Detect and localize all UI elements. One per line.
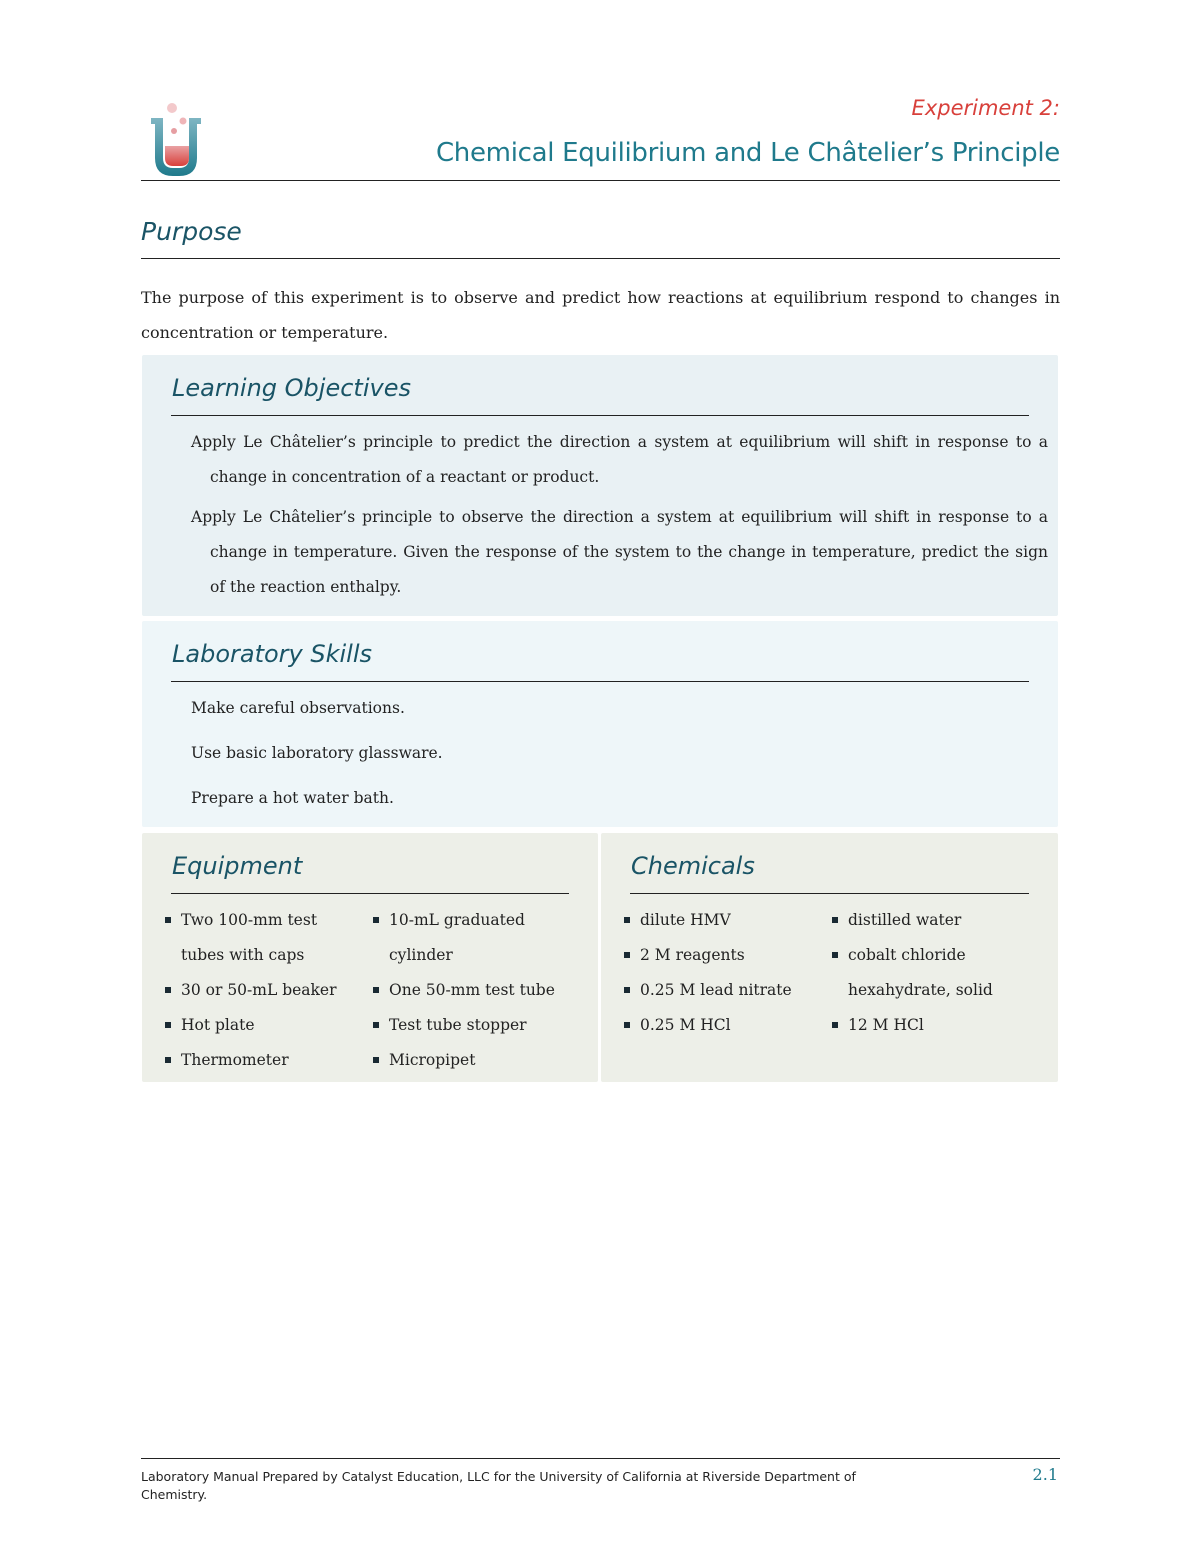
- skill-item: Make careful observations.: [191, 699, 405, 717]
- equipment-list-column-1: [165, 903, 345, 1078]
- equipment-item: 10-mL graduated cylinder: [373, 903, 549, 973]
- chemical-item: 0.25 M lead nitrate: [624, 973, 819, 1008]
- chemical-item: 12 M HCl: [832, 1008, 1017, 1043]
- equipment-item: One 50-mm test tube: [373, 973, 573, 1008]
- equipment-item: Micropipet: [373, 1043, 573, 1078]
- bullet-icon: [832, 917, 838, 923]
- learning-objectives-box: [142, 355, 1058, 616]
- bullet-icon: [832, 952, 838, 958]
- bullet-icon: [165, 987, 171, 993]
- learning-objectives-divider: [171, 415, 1029, 416]
- chemicals-heading: Chemicals: [631, 852, 755, 880]
- laboratory-skills-heading: Laboratory Skills: [172, 640, 373, 668]
- chemical-item: dilute HMV: [624, 903, 819, 938]
- document-page: [141, 0, 1060, 1553]
- chemical-item: distilled water: [832, 903, 1017, 938]
- purpose-text: The purpose of this experiment is to observe and predict how reactions at equilibrium respond to changes in concentration or temperature.: [141, 288, 1060, 342]
- header-divider: [141, 180, 1060, 181]
- purpose-heading: Purpose: [141, 217, 242, 246]
- bullet-icon: [373, 917, 379, 923]
- footer-divider: [141, 1458, 1060, 1459]
- objective-item: Apply Le Châtelier’s principle to observe the direction a system at equilibrium will shift in response to a change in temperature. Given the response of the system to the change in temperature, predict the sign of the reaction enthalpy.: [191, 508, 1048, 596]
- chemicals-list-column-1: [624, 903, 819, 1043]
- equipment-item: Test tube stopper: [373, 1008, 573, 1043]
- experiment-number: Experiment 2:: [911, 96, 1060, 120]
- chemical-item: 2 M reagents: [624, 938, 819, 973]
- bullet-icon: [624, 987, 630, 993]
- bullet-icon: [373, 1057, 379, 1063]
- chemicals-list-column-2: [832, 903, 1017, 1043]
- bullet-icon: [832, 1022, 838, 1028]
- chemicals-box: [601, 833, 1058, 1082]
- experiment-title: Chemical Equilibrium and Le Châtelier’s Principle: [435, 138, 1060, 168]
- bullet-icon: [165, 1022, 171, 1028]
- page-number: 2.1: [1032, 1465, 1058, 1484]
- skill-item: Prepare a hot water bath.: [191, 789, 394, 807]
- skill-item: Use basic laboratory glassware.: [191, 744, 443, 762]
- equipment-heading: Equipment: [172, 852, 303, 880]
- equipment-list-column-2: [373, 903, 573, 1078]
- chemical-item: 0.25 M HCl: [624, 1008, 819, 1043]
- learning-objectives-heading: Learning Objectives: [172, 374, 411, 402]
- purpose-divider: [141, 258, 1060, 259]
- equipment-divider: [171, 893, 569, 894]
- laboratory-skills-box: [142, 621, 1058, 827]
- equipment-item: 30 or 50-mL beaker: [165, 973, 345, 1008]
- objective-item: Apply Le Châtelier’s principle to predict the direction a system at equilibrium will shift in response to a change in concentration of a reactant or product.: [191, 433, 1048, 486]
- bullet-icon: [624, 952, 630, 958]
- bullet-icon: [373, 1022, 379, 1028]
- equipment-item: Hot plate: [165, 1008, 345, 1043]
- bullet-icon: [165, 917, 171, 923]
- footer-text: Laboratory Manual Prepared by Catalyst Education, LLC for the University of California at Riverside Department of Chemistry.: [141, 1469, 856, 1502]
- chemicals-divider: [630, 893, 1029, 894]
- bullet-icon: [165, 1057, 171, 1063]
- beaker-logo-icon: [145, 100, 209, 180]
- equipment-item: Two 100-mm test tubes with caps: [165, 903, 345, 973]
- bullet-icon: [624, 917, 630, 923]
- bullet-icon: [373, 987, 379, 993]
- equipment-box: [142, 833, 598, 1082]
- chemical-item: cobalt chloride hexahydrate, solid: [832, 938, 1017, 1008]
- equipment-item: Thermometer: [165, 1043, 345, 1078]
- bullet-icon: [624, 1022, 630, 1028]
- laboratory-skills-divider: [171, 681, 1029, 682]
